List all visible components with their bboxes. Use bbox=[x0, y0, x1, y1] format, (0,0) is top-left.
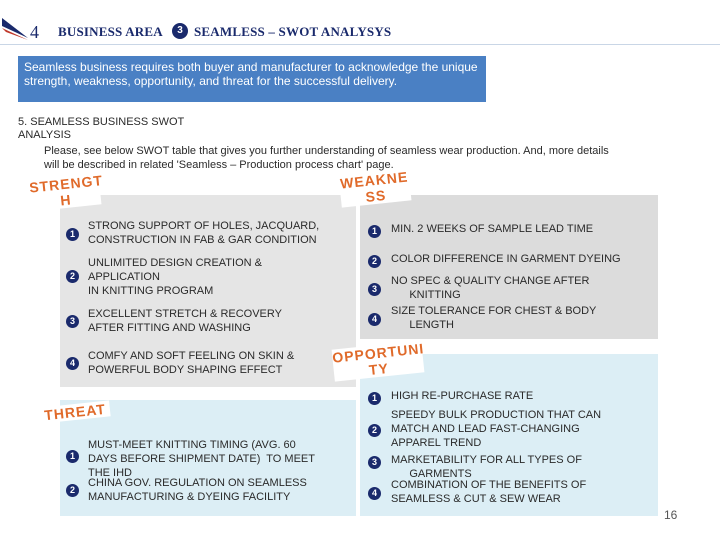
section-title-line1: 5. SEAMLESS BUSINESS SWOT bbox=[18, 116, 185, 128]
strength-item-3-badge: 3 bbox=[66, 315, 79, 328]
weakness-item-2-badge: 2 bbox=[368, 255, 381, 268]
opportunity-item-4-text: COMBINATION OF THE BENEFITS OF SEAMLESS & CUT & SEW WEAR bbox=[391, 479, 587, 505]
strength-label: STRENGT H bbox=[29, 172, 102, 211]
strength-item-4-badge: 4 bbox=[66, 357, 79, 370]
weakness-item-4-badge: 4 bbox=[368, 313, 381, 326]
section-description bbox=[44, 144, 684, 172]
opportunity-item-2-text: SPEEDY BULK PRODUCTION THAT CAN MATCH AND LEAD FAST-CHANGING APPAREL TREND bbox=[391, 409, 602, 449]
threat-label: THREAT bbox=[39, 400, 110, 423]
step-badge: 3 bbox=[172, 23, 188, 39]
opportunity-item-3-text: MARKETABILITY FOR ALL TYPES OF GARMENTS bbox=[391, 454, 582, 480]
page-title: SEAMLESS – SWOT ANALYSYS bbox=[194, 24, 392, 39]
opportunity-item-4-badge: 4 bbox=[368, 487, 381, 500]
weakness-item-1-text: MIN. 2 WEEKS OF SAMPLE LEAD TIME bbox=[391, 223, 594, 235]
weakness-item-4-text: SIZE TOLERANCE FOR CHEST & BODY LENGTH bbox=[391, 305, 597, 331]
opportunity-label: OPPORTUNI TY bbox=[332, 340, 425, 381]
threat-item-2-text: CHINA GOV. REGULATION ON SEAMLESS MANUFACTURING & DYEING FACILITY bbox=[88, 477, 307, 503]
weakness-item-3-text: NO SPEC & QUALITY CHANGE AFTER KNITTING bbox=[391, 275, 590, 301]
opportunity-item-1-badge: 1 bbox=[368, 392, 381, 405]
area-title: BUSINESS AREA bbox=[58, 24, 163, 39]
section-title bbox=[18, 116, 184, 142]
opportunity-item-3-badge: 3 bbox=[368, 456, 381, 469]
intro-banner: Seamless business requires both buyer and manufacturer to acknowledge the unique strength, weakness, opportunity, and threat for the successful delivery. bbox=[18, 56, 486, 102]
strength-item-2-badge: 2 bbox=[66, 270, 79, 283]
section-desc-line1: Please, see below SWOT table that gives you further understanding of seamless wear production. And, more details bbox=[44, 145, 609, 157]
page-number: 16 bbox=[664, 508, 678, 522]
threat-item-1-text: MUST-MEET KNITTING TIMING (AVG. 60 DAYS BEFORE SHIPMENT DATE) TO MEET THE IHD bbox=[88, 439, 315, 479]
logo-mark bbox=[2, 18, 28, 40]
section-number: 4 bbox=[30, 22, 39, 42]
weakness-item-1-badge: 1 bbox=[368, 225, 381, 238]
threat-item-1-badge: 1 bbox=[66, 450, 79, 463]
section-title-line2: ANALYSIS bbox=[18, 129, 71, 141]
strength-item-1-badge: 1 bbox=[66, 228, 79, 241]
opportunity-item-2-badge: 2 bbox=[368, 424, 381, 437]
strength-item-1-text: STRONG SUPPORT OF HOLES, JACQUARD, CONSTRUCTION IN FAB & GAR CONDITION bbox=[88, 220, 320, 246]
threat-item-2-badge: 2 bbox=[66, 484, 79, 497]
opportunity-item-1-text: HIGH RE-PURCHASE RATE bbox=[391, 390, 534, 402]
strength-item-3-text: EXCELLENT STRETCH & RECOVERY AFTER FITTING AND WASHING bbox=[88, 308, 282, 334]
section-desc-line2: will be described in related 'Seamless – Production process chart' page. bbox=[44, 159, 394, 171]
weakness-label: WEAKNE SS bbox=[339, 168, 412, 207]
weakness-item-2-text: COLOR DIFFERENCE IN GARMENT DYEING bbox=[391, 253, 621, 265]
weakness-item-3-badge: 3 bbox=[368, 283, 381, 296]
strength-item-4-text: COMFY AND SOFT FEELING ON SKIN & POWERFUL BODY SHAPING EFFECT bbox=[88, 350, 295, 376]
header-divider bbox=[0, 44, 720, 45]
strength-item-2-text: UNLIMITED DESIGN CREATION & APPLICATION IN KNITTING PROGRAM bbox=[88, 257, 262, 297]
